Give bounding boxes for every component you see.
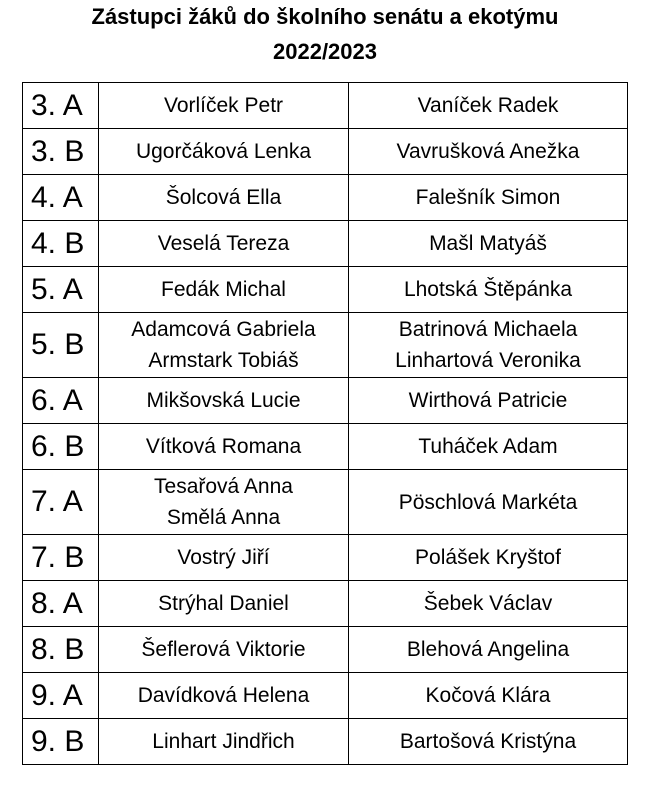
representative-cell-second bbox=[349, 267, 628, 313]
table-row bbox=[23, 175, 628, 221]
representative-cell-second bbox=[349, 627, 628, 673]
document-title: Zástupci žáků do školního senátu a ekotýmu bbox=[91, 4, 559, 29]
student-name: Strýhal Daniel bbox=[158, 592, 289, 615]
representative-cell-first bbox=[99, 221, 349, 267]
representative-cell-first bbox=[99, 83, 349, 129]
student-name: Vostrý Jiří bbox=[177, 546, 270, 569]
table-row bbox=[23, 581, 628, 627]
table-row bbox=[23, 535, 628, 581]
class-label: 8. A bbox=[23, 581, 99, 627]
representative-cell-first bbox=[99, 673, 349, 719]
representative-cell-second bbox=[349, 470, 628, 535]
representative-cell-first bbox=[99, 424, 349, 470]
student-name: Mašl Matyáš bbox=[429, 232, 547, 255]
representative-cell-second bbox=[349, 221, 628, 267]
representative-cell-first bbox=[99, 313, 349, 378]
representative-cell-second bbox=[349, 175, 628, 221]
table-row bbox=[23, 267, 628, 313]
student-name: Mikšovská Lucie bbox=[146, 389, 301, 412]
representative-cell-first bbox=[99, 378, 349, 424]
student-name: Vítková Romana bbox=[145, 435, 302, 458]
class-label: 5. B bbox=[23, 313, 99, 378]
student-name: Vaníček Radek bbox=[417, 94, 559, 117]
representative-cell-second bbox=[349, 83, 628, 129]
representative-cell-second bbox=[349, 581, 628, 627]
student-name: Linhart Jindřich bbox=[152, 730, 295, 753]
student-name: Pöschlová Markéta bbox=[398, 490, 578, 514]
class-label: 9. A bbox=[23, 673, 99, 719]
student-name: Šebek Václav bbox=[423, 592, 553, 615]
representative-cell-first bbox=[99, 267, 349, 313]
student-name: Davídková Helena bbox=[137, 684, 310, 707]
student-name: Lhotská Štěpánka bbox=[403, 278, 573, 301]
student-name: Linhartová Veronika bbox=[395, 349, 581, 372]
class-label: 5. A bbox=[23, 267, 99, 313]
student-name: Šolcová Ella bbox=[165, 186, 282, 209]
student-name: Blehová Angelina bbox=[406, 638, 570, 661]
representative-cell-second bbox=[349, 313, 628, 378]
table-row bbox=[23, 83, 628, 129]
representative-cell-second bbox=[349, 129, 628, 175]
class-label: 3. A bbox=[23, 83, 99, 129]
representative-cell-second bbox=[349, 673, 628, 719]
class-label: 3. B bbox=[23, 129, 99, 175]
student-name: Bartošová Kristýna bbox=[399, 730, 577, 753]
table-row bbox=[23, 627, 628, 673]
class-label: 8. B bbox=[23, 627, 99, 673]
representative-cell-second bbox=[349, 378, 628, 424]
representative-cell-first bbox=[99, 581, 349, 627]
representatives-table-body bbox=[23, 83, 628, 765]
representative-cell-first bbox=[99, 627, 349, 673]
student-name: Veselá Tereza bbox=[157, 232, 290, 255]
table-row bbox=[23, 221, 628, 267]
student-name: Adamcová Gabriela bbox=[131, 318, 316, 341]
student-name: Kočová Klára bbox=[425, 684, 551, 707]
student-name: Polášek Kryštof bbox=[415, 546, 561, 569]
student-name: Vavrušková Anežka bbox=[396, 140, 580, 163]
class-label: 6. B bbox=[23, 424, 99, 470]
table-row bbox=[23, 378, 628, 424]
student-name: Vorlíček Petr bbox=[163, 94, 284, 117]
school-year: 2022/2023 bbox=[273, 39, 377, 64]
student-name: Tesařová Anna bbox=[154, 475, 293, 498]
class-label: 6. A bbox=[23, 378, 99, 424]
student-name: Smělá Anna bbox=[166, 506, 281, 529]
table-row bbox=[23, 424, 628, 470]
student-name: Batrinová Michaela bbox=[398, 318, 578, 341]
representatives-table bbox=[22, 82, 628, 765]
representative-cell-second bbox=[349, 535, 628, 581]
representative-cell-first bbox=[99, 175, 349, 221]
representative-cell-second bbox=[349, 719, 628, 765]
representative-cell-first bbox=[99, 535, 349, 581]
table-row bbox=[23, 129, 628, 175]
class-label: 9. B bbox=[23, 719, 99, 765]
table-row bbox=[23, 470, 628, 535]
student-name: Tuháček Adam bbox=[418, 435, 558, 458]
class-label: 7. B bbox=[23, 535, 99, 581]
class-label: 7. A bbox=[23, 470, 99, 535]
class-label: 4. A bbox=[23, 175, 99, 221]
table-row bbox=[23, 673, 628, 719]
student-name: Ugorčáková Lenka bbox=[135, 140, 312, 163]
representative-cell-second bbox=[349, 424, 628, 470]
student-name: Falešník Simon bbox=[415, 186, 561, 209]
student-name: Armstark Tobiáš bbox=[148, 349, 299, 372]
table-row bbox=[23, 719, 628, 765]
student-name: Fedák Michal bbox=[161, 278, 286, 301]
class-label: 4. B bbox=[23, 221, 99, 267]
student-name: Wirthová Patricie bbox=[408, 389, 568, 412]
representative-cell-first bbox=[99, 719, 349, 765]
student-name: Šeflerová Viktorie bbox=[141, 638, 306, 661]
table-row bbox=[23, 313, 628, 378]
representative-cell-first bbox=[99, 470, 349, 535]
representative-cell-first bbox=[99, 129, 349, 175]
